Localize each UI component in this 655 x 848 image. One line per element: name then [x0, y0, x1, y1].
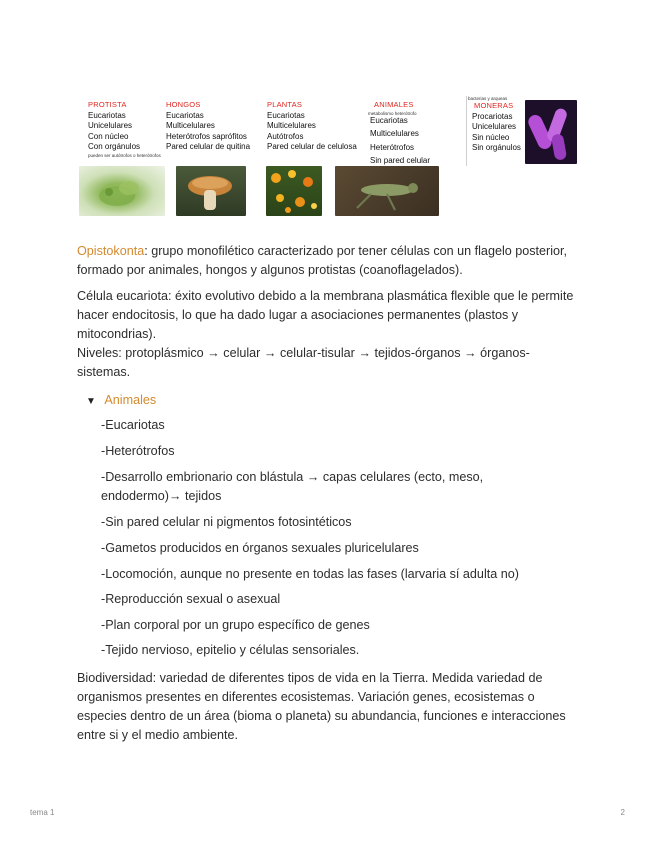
kingdom-animales — [368, 100, 463, 167]
kingdom-hongos — [166, 100, 261, 153]
list-item: -Gametos producidos en órganos sexuales pluricelulares — [101, 541, 419, 555]
kingdom-line: Eucariotas — [88, 110, 126, 120]
mushroom-image-icon — [176, 166, 246, 216]
kingdom-title: ANIMALES — [374, 100, 414, 109]
bacteria-photo — [525, 100, 577, 164]
divider — [466, 96, 467, 166]
kingdom-line: Con orgánulos — [88, 142, 141, 151]
kingdom-line: Heterótrofos saprófitos — [166, 131, 247, 141]
kingdom-line: Unicelulares — [88, 121, 133, 130]
kingdom-line: Procariotas — [472, 111, 513, 121]
list-item: -Heterótrofos — [101, 444, 175, 458]
kingdom-protista — [88, 100, 173, 158]
list-item: -Reproducción sexual o asexual — [101, 592, 281, 606]
list-item: -Desarrollo embrionario con blástula → capas celulares (ecto, meso, endodermo)→ tejidos — [101, 470, 484, 503]
kingdom-line: Multicelulares — [370, 129, 419, 138]
kingdom-moneras — [468, 96, 528, 154]
kingdom-line: Unicelulares — [472, 122, 517, 131]
kingdom-line: Eucariotas — [370, 115, 408, 125]
kingdom-line: Multicelulares — [166, 121, 215, 130]
kingdoms-figure — [78, 96, 578, 221]
bacteria-image-icon — [525, 100, 577, 164]
kingdom-line: Con núcleo — [88, 131, 129, 141]
toggle-label: Animales — [104, 393, 157, 407]
kingdom-line: Multicelulares — [267, 121, 316, 130]
list-item: -Locomoción, aunque no presente en todas las fases (larvaria sí adulta no) — [101, 567, 519, 581]
kingdom-line: Eucariotas — [267, 110, 305, 120]
kingdom-title: HONGOS — [166, 100, 201, 109]
grasshopper-image-icon — [335, 166, 439, 216]
kingdom-plantas — [267, 100, 367, 153]
kingdom-note: metabolismo heterótrofo — [368, 110, 417, 116]
list-item: -Eucariotas — [101, 418, 165, 432]
page-number: 2 — [620, 808, 625, 817]
kingdom-line: Pared celular de quitina — [166, 142, 251, 151]
term-opistokonta: Opistokonta — [77, 244, 145, 258]
opistokonta-definition: : grupo monofilético caracterizado por tener células con un flagelo posterior, formado por animales, hongos y algunos protistas (coanoflagelados). — [77, 244, 568, 277]
mushroom-photo — [176, 166, 246, 216]
kingdom-line: Pared celular de celulosa — [267, 142, 357, 151]
list-item: -Sin pared celular ni pigmentos fotosintéticos — [101, 515, 352, 529]
flowers-image-icon — [266, 166, 322, 216]
kingdom-line: Autótrofos — [267, 131, 304, 141]
paragraph-niveles: Niveles: protoplásmico → celular → celular-tisular → tejidos-órganos → órganos-sistemas. — [77, 346, 530, 379]
grasshopper-photo — [335, 166, 439, 216]
paragraph-opistokonta — [77, 242, 577, 280]
kingdom-title: PROTISTA — [88, 100, 127, 109]
kingdom-line: Sin pared celular — [370, 156, 431, 165]
kingdom-line: Sin núcleo — [472, 132, 510, 142]
paragraph-celula-eucariota: Célula eucariota: éxito evolutivo debido a la membrana plasmática flexible que le permite hacer endocitosis, lo que ha dado lugar a asociaciones permanentes (plastos y mitocondrias). — [77, 289, 574, 341]
kingdom-title: PLANTAS — [267, 100, 303, 109]
kingdom-line: Heterótrofos — [370, 142, 415, 152]
kingdom-title: MONERAS — [474, 101, 514, 110]
kingdom-note: bacterias y arqueas — [468, 96, 508, 101]
protist-image-icon — [79, 166, 165, 216]
triangle-down-icon[interactable]: ▼ — [86, 396, 96, 407]
kingdom-note: pueden ser autótrofos o heterótrofos — [88, 152, 161, 158]
toggle-animales[interactable] — [86, 391, 156, 411]
paragraph-biodiversidad: Biodiversidad: variedad de diferentes tipos de vida en la Tierra. Medida variedad de organismos presentes en diferentes ecosistemas. Variación genes, ecosistemas o especies dentro de un área (bioma o planeta) su abundancia, funciones e interacciones entre si y el medio ambiente. — [77, 671, 566, 742]
plants-photo — [266, 166, 322, 216]
kingdom-line: Sin orgánulos — [472, 143, 521, 152]
kingdom-line: Eucariotas — [166, 110, 204, 120]
protist-photo — [79, 166, 165, 216]
footer-left: tema 1 — [30, 808, 55, 817]
list-item: -Tejido nervioso, epitelio y células sensoriales. — [101, 643, 360, 657]
list-item: -Plan corporal por un grupo específico de genes — [101, 618, 370, 632]
